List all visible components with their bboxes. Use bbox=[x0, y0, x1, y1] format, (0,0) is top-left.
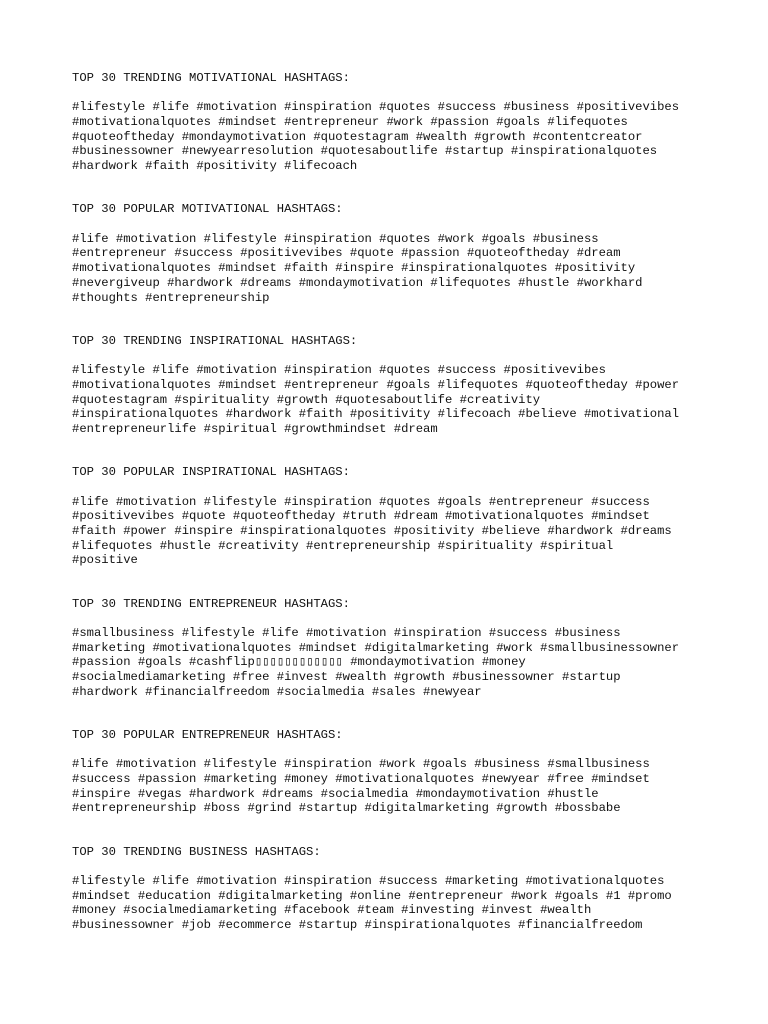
hashtag-line: #entrepreneurship #boss #grind #startup #digitalmarketing #growth #bossbabe bbox=[72, 801, 621, 816]
hashtag-list bbox=[72, 495, 732, 569]
hashtag-line: #success #passion #marketing #money #motivationalquotes #newyear #free #mindset bbox=[72, 772, 650, 787]
hashtag-line: #motivationalquotes #mindset #entrepreneur #work #passion #goals #lifequotes bbox=[72, 115, 628, 129]
section-heading: TOP 30 TRENDING ENTREPRENEUR HASHTAGS: bbox=[72, 596, 350, 611]
hashtag-line: #motivationalquotes #mindset #entrepreneur #goals #lifequotes #quoteoftheday #power bbox=[72, 377, 680, 392]
hashtag-line: #lifequotes #hustle #creativity #entrepreneurship #spirituality #spiritual bbox=[72, 538, 614, 553]
section-heading: TOP 30 TRENDING BUSINESS HASHTAGS: bbox=[72, 844, 321, 859]
hashtag-line: #life #motivation #lifestyle #inspiration #quotes #work #goals #business bbox=[72, 231, 599, 246]
hashtag-line: #passion #goals #cashflip▯▯▯▯▯▯▯▯▯▯▯▯ #mondaymotivation #money bbox=[72, 655, 526, 670]
hashtag-line: #thoughts #entrepreneurship bbox=[72, 290, 270, 305]
hashtag-line: #quotestagram #spirituality #growth #quotesaboutlife #creativity bbox=[72, 392, 541, 407]
hashtag-line: #quoteoftheday #mondaymotivation #quotestagram #wealth #growth #contentcreator bbox=[72, 129, 643, 144]
hashtag-list bbox=[72, 232, 732, 306]
hashtag-list bbox=[72, 757, 732, 816]
document-page bbox=[72, 71, 732, 933]
hashtag-line: #hardwork #financialfreedom #socialmedia #sales #newyear bbox=[72, 684, 482, 699]
hashtag-section-trending-entrepreneur bbox=[72, 597, 732, 700]
hashtag-line: #lifestyle #life #motivation #inspiration #quotes #success #positivevibes bbox=[72, 363, 606, 378]
hashtag-line: #inspire #vegas #hardwork #dreams #socialmedia #mondaymotivation #hustle bbox=[72, 786, 599, 801]
section-heading: TOP 30 POPULAR ENTREPRENEUR HASHTAGS: bbox=[72, 728, 343, 743]
hashtag-line: #positivevibes #quote #quoteoftheday #truth #dream #motivationalquotes #mindset bbox=[72, 509, 650, 524]
section-heading: TOP 30 POPULAR MOTIVATIONAL HASHTAGS: bbox=[72, 202, 343, 217]
hashtag-section-popular-motivational bbox=[72, 202, 732, 305]
hashtag-line: #positive bbox=[72, 553, 138, 568]
hashtag-line: #businessowner #job #ecommerce #startup #inspirationalquotes #financialfreedom bbox=[72, 918, 643, 933]
hashtag-line: #entrepreneurlife #spiritual #growthmindset #dream bbox=[72, 421, 438, 436]
section-heading: TOP 30 POPULAR INSPIRATIONAL HASHTAGS: bbox=[72, 465, 350, 480]
hashtag-line: #lifestyle #life #motivation #inspiration #quotes #success #business #positivevibes bbox=[72, 100, 680, 115]
hashtag-line: #motivationalquotes #mindset #faith #inspire #inspirationalquotes #positivity bbox=[72, 261, 636, 276]
hashtag-section-trending-inspirational bbox=[72, 334, 732, 437]
hashtag-line: #life #motivation #lifestyle #inspiration #work #goals #business #smallbusiness bbox=[72, 757, 650, 772]
hashtag-line: #inspirationalquotes #hardwork #faith #positivity #lifecoach #believe #motivational bbox=[72, 407, 680, 422]
hashtag-line: #smallbusiness #lifestyle #life #motivation #inspiration #success #business bbox=[72, 625, 621, 640]
hashtag-list bbox=[72, 363, 732, 437]
hashtag-line: #mindset #education #digitalmarketing #online #entrepreneur #work #goals #1 #promo bbox=[72, 888, 672, 903]
hashtag-line: #life #motivation #lifestyle #inspiration #quotes #goals #entrepreneur #success bbox=[72, 494, 650, 509]
hashtag-line: #money #socialmediamarketing #facebook #team #investing #invest #wealth bbox=[72, 903, 592, 918]
hashtag-section-popular-entrepreneur bbox=[72, 728, 732, 816]
hashtag-section-popular-inspirational bbox=[72, 465, 732, 568]
hashtag-list bbox=[72, 100, 732, 174]
section-heading: TOP 30 TRENDING MOTIVATIONAL HASHTAGS: bbox=[72, 71, 350, 85]
hashtag-line: #marketing #motivationalquotes #mindset #digitalmarketing #work #smallbusinessowner bbox=[72, 640, 680, 655]
hashtag-line: #nevergiveup #hardwork #dreams #mondaymotivation #lifequotes #hustle #workhard bbox=[72, 275, 643, 290]
hashtag-list bbox=[72, 626, 732, 700]
hashtag-line: #businessowner #newyearresolution #quotesaboutlife #startup #inspirationalquotes bbox=[72, 144, 658, 159]
section-heading: TOP 30 TRENDING INSPIRATIONAL HASHTAGS: bbox=[72, 333, 358, 348]
hashtag-line: #socialmediamarketing #free #invest #wealth #growth #businessowner #startup bbox=[72, 670, 621, 685]
hashtag-section-trending-motivational bbox=[72, 71, 732, 174]
hashtag-line: #hardwork #faith #positivity #lifecoach bbox=[72, 159, 358, 174]
hashtag-line: #entrepreneur #success #positivevibes #quote #passion #quoteoftheday #dream bbox=[72, 246, 621, 261]
hashtag-line: #lifestyle #life #motivation #inspiration #success #marketing #motivationalquotes bbox=[72, 874, 665, 889]
hashtag-line: #faith #power #inspire #inspirationalquotes #positivity #believe #hardwork #dreams bbox=[72, 523, 672, 538]
hashtag-list bbox=[72, 874, 732, 933]
hashtag-section-trending-business bbox=[72, 845, 732, 933]
